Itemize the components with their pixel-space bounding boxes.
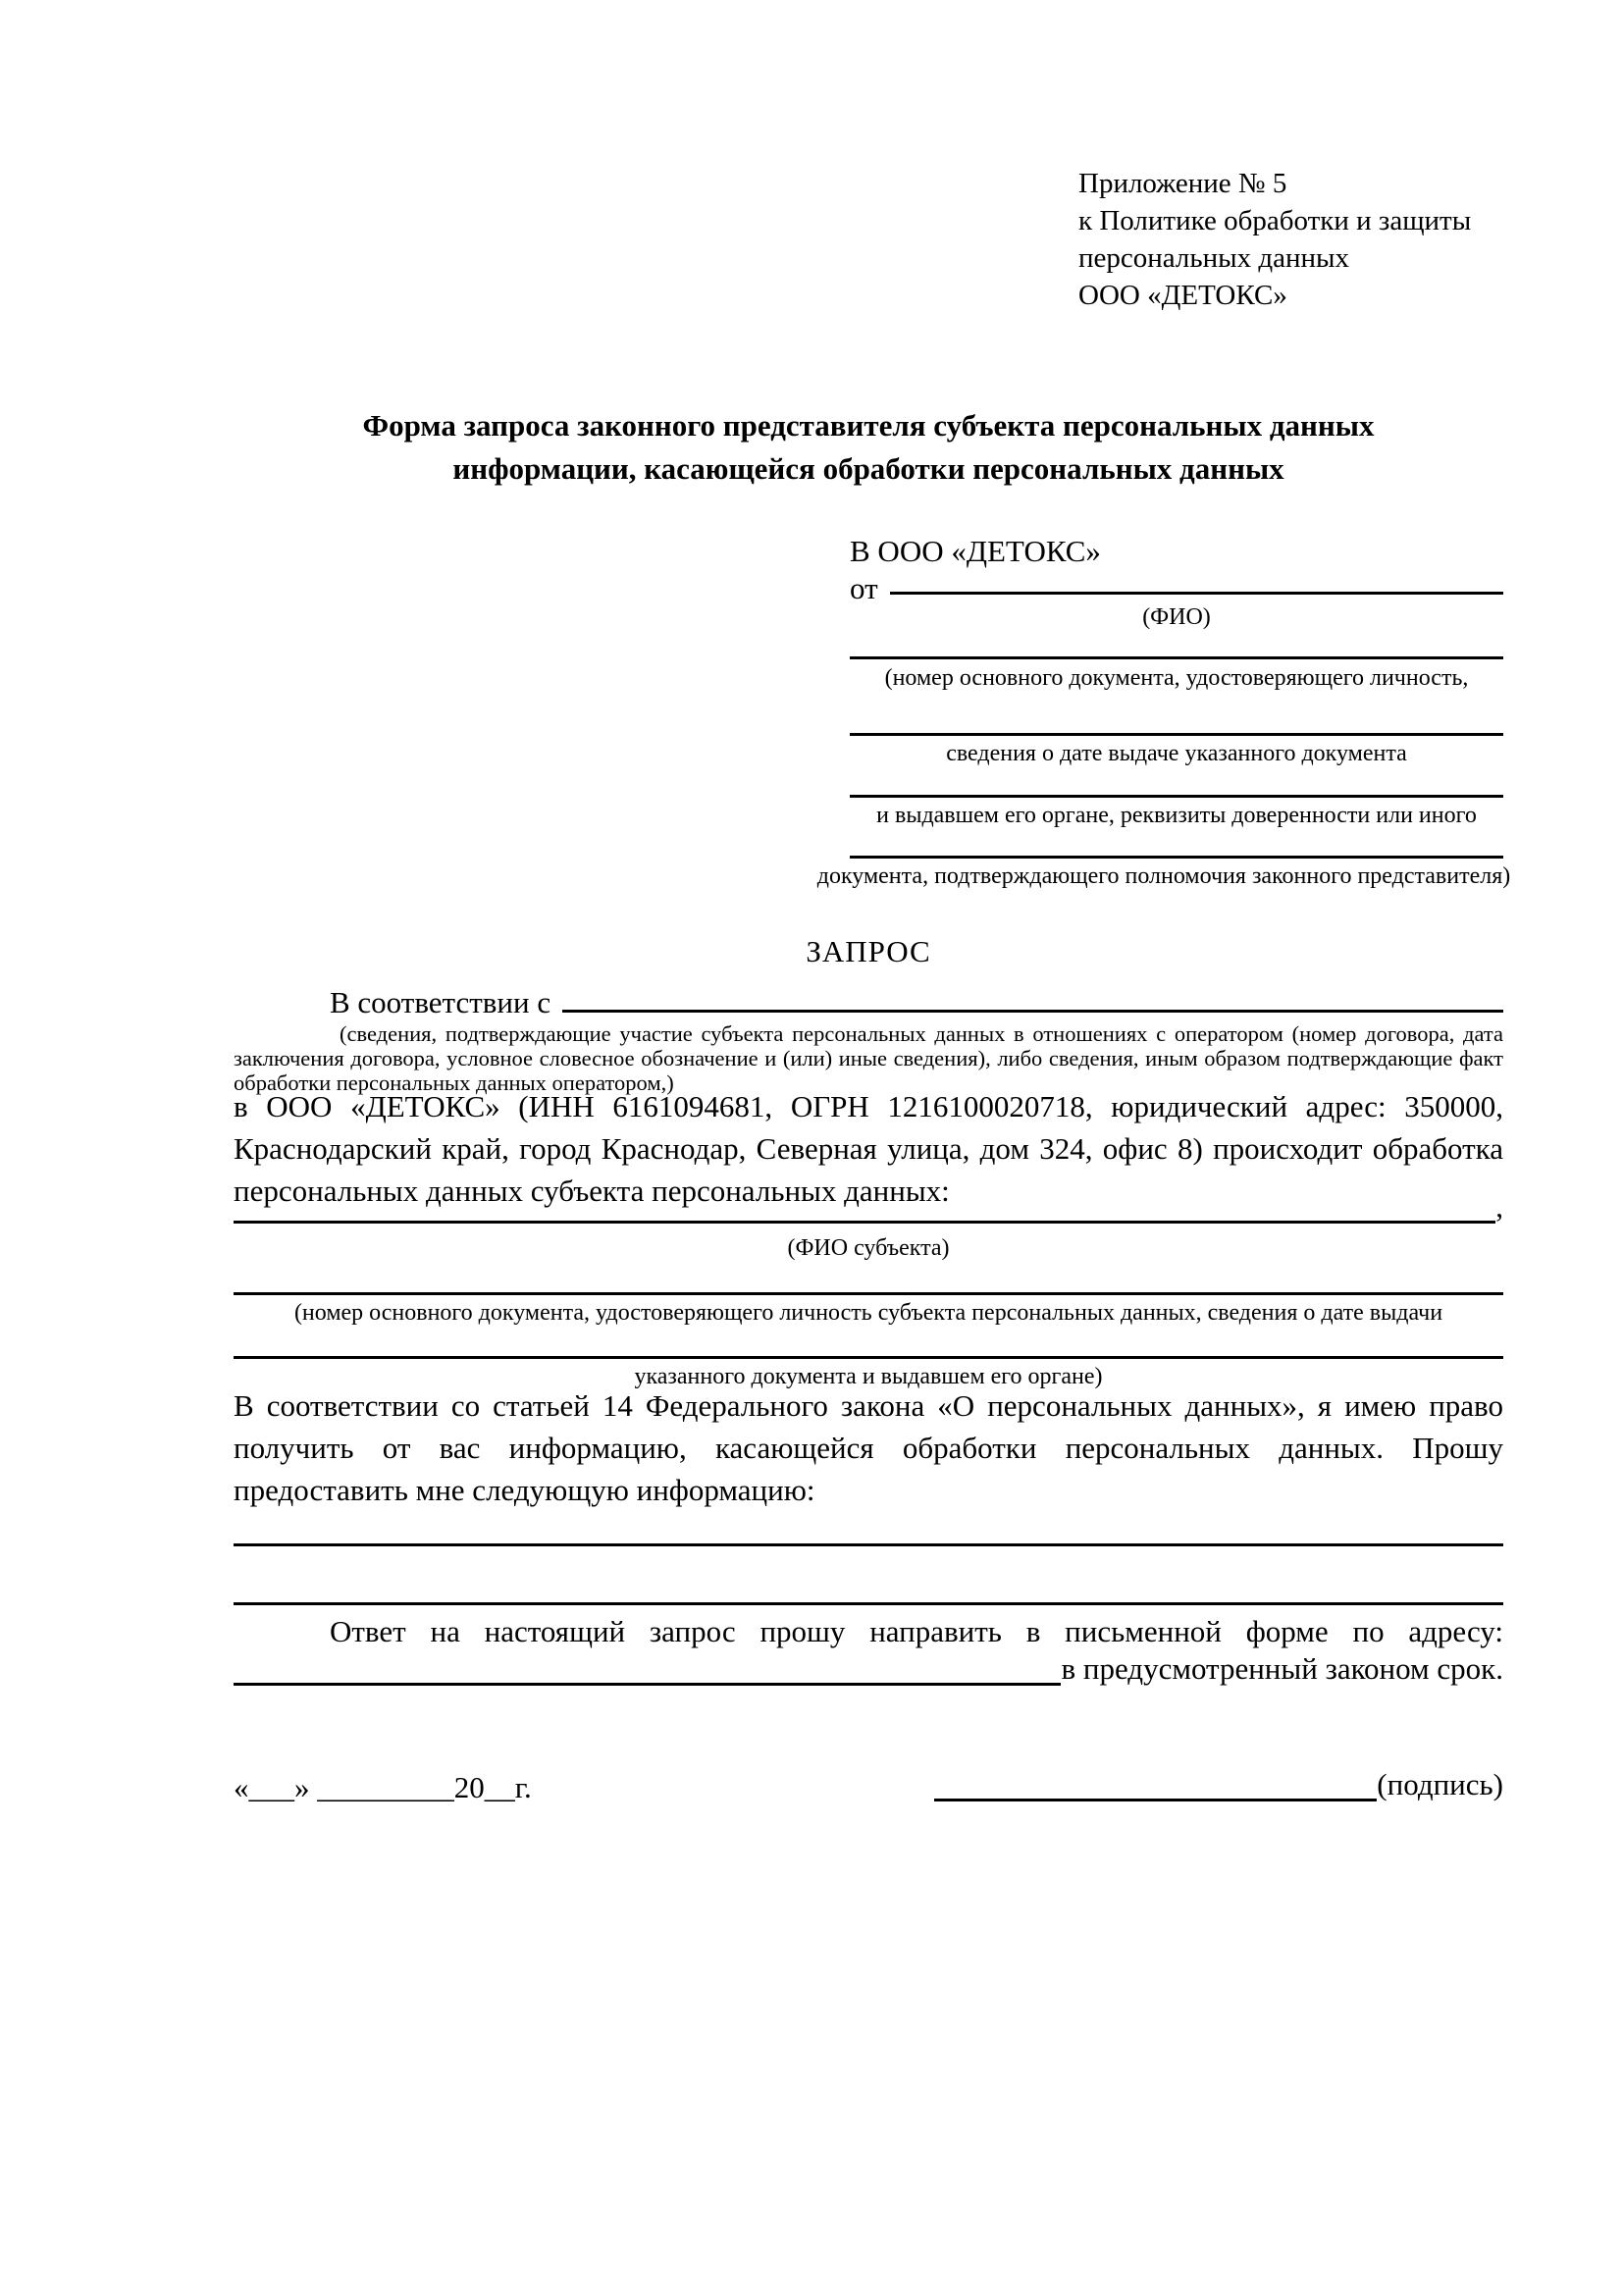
signature-caption: (подпись) — [1377, 1767, 1503, 1801]
addressee-to: В ООО «ДЕТОКС» — [850, 534, 1101, 568]
fio-caption: (ФИО) — [1142, 604, 1211, 630]
subject-doc-fill-line-1 — [234, 1263, 1503, 1295]
appendix-header-line: ООО «ДЕТОКС» — [1078, 280, 1287, 311]
addressee-from-row — [850, 567, 1503, 605]
appendix-header — [1078, 165, 1530, 314]
reply-line-2-suffix: в предусмотренный законом срок. — [1061, 1651, 1503, 1686]
doc-caption-2: сведения о дате выдаче указанного документа — [946, 741, 1407, 766]
intro-fill-line — [562, 981, 1503, 1013]
document-title-line2: информации, касающейся обработки персональных данных — [452, 451, 1284, 486]
subject-line-comma: , — [1495, 1189, 1503, 1224]
appendix-header-line: Приложение № 5 — [1078, 168, 1287, 199]
subject-doc-fill-line-2 — [234, 1327, 1503, 1359]
law-paragraph: В соответствии со статьей 14 Федерального закона «О персональных данных», я имею право получить от вас информацию, касающейся обработки персональных данных. Прошу предоставить мне следующую информацию: — [234, 1388, 1503, 1507]
signature-row — [934, 1766, 1503, 1805]
subject-doc-caption-1: (номер основного документа, удостоверяющего личность субъекта персональных данных, сведения о дате выдачи — [293, 1300, 1443, 1326]
subject-fio-fill-line — [234, 1190, 1495, 1224]
from-fio-fill-line — [890, 567, 1503, 595]
from-label: от — [850, 571, 878, 605]
intro-row — [234, 981, 1503, 1017]
doc-fill-line-3 — [850, 765, 1503, 798]
document-title-line1: Форма запроса законного представителя субъекта персональных данных — [362, 408, 1375, 443]
intro-caption: (сведения, подтверждающие участие субъекта персональных данных в отношениях с оператором (номер договора, дата заключения договора, условное словесное обозначение и (или) иные сведения), либо сведения, иным образом подтверждающие факт обработки персональных данных оператором,) — [234, 1021, 1503, 1095]
doc-fill-line-4 — [850, 826, 1503, 859]
document-title — [234, 404, 1503, 491]
subject-doc-caption-2: указанного документа и выдавшем его органе) — [634, 1364, 1103, 1389]
subject-fio-row — [234, 1190, 1503, 1227]
info-fill-line-2 — [234, 1573, 1503, 1605]
request-heading: ЗАПРОС — [806, 934, 931, 968]
doc-fill-line-1 — [850, 627, 1503, 659]
doc-caption-1: (номер основного документа, удостоверяющего личность, — [884, 665, 1469, 691]
doc-caption-3: и выдавшем его органе, реквизиты доверенности или иного — [876, 803, 1477, 828]
doc-fill-line-2 — [850, 704, 1503, 736]
info-fill-line-1 — [234, 1514, 1503, 1546]
appendix-header-line: к Политике обработки и защиты — [1078, 205, 1472, 236]
reply-line-1: Ответ на настоящий запрос прошу направить в письменной форме по адресу: — [330, 1614, 1503, 1648]
reply-row-2 — [234, 1652, 1503, 1690]
operator-paragraph: в ООО «ДЕТОКС» (ИНН 6161094681, ОГРН 1216100020718, юридический адрес: 350000, Краснодарский край, город Краснодар, Северная улица, дом 324, офис 8) происходит обработка персональных данных субъекта персональных данных: — [234, 1089, 1503, 1208]
date-template: «___» _________20__г. — [234, 1770, 532, 1804]
appendix-header-line: персональных данных — [1078, 242, 1350, 274]
subject-fio-caption: (ФИО субъекта) — [787, 1235, 950, 1261]
signature-fill-line — [934, 1766, 1377, 1801]
intro-label: В соответствии с — [330, 985, 551, 1019]
doc-caption-4: документа, подтверждающего полномочия законного представителя) — [816, 863, 1511, 889]
reply-address-fill-line — [234, 1652, 1061, 1686]
